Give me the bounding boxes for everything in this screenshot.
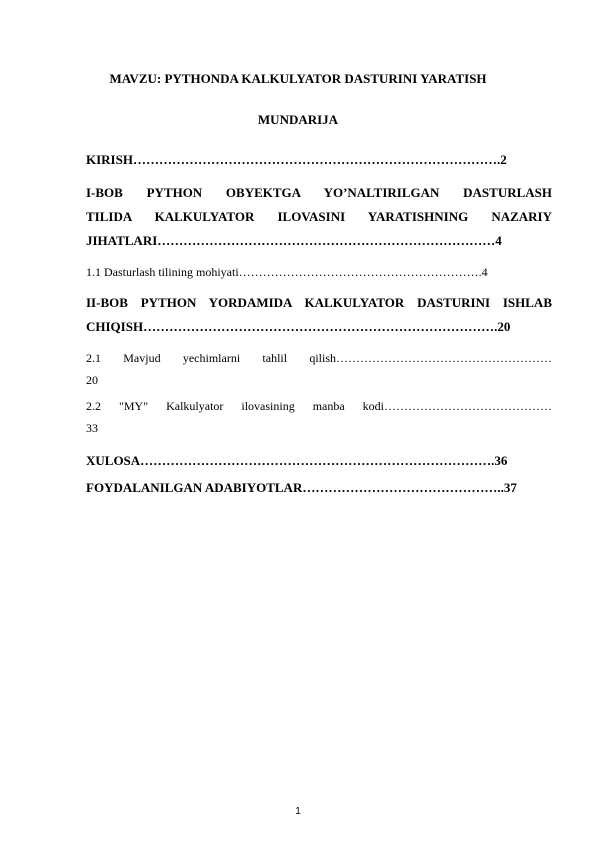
toc-entry-line: TILIDA KALKULYATOR ILOVASINI YARATISHNING NAZARIY — [86, 209, 552, 224]
toc-entry-text: XULOSA……………………………………………………………………….36 — [86, 453, 508, 468]
table-of-contents — [86, 148, 552, 500]
toc-heading: MUNDARIJA — [257, 112, 339, 127]
toc-entry-line: 2.1 Mavjud yechimlarni tahlil qilish……………………………………………… — [86, 351, 552, 365]
toc-entry-bibliography[interactable] — [86, 476, 552, 500]
toc-entry-kirish[interactable] — [86, 148, 552, 172]
toc-entry-line: I-BOB PYTHON OBYEKTGA YO’NALTIRILGAN DASTURLASH — [86, 185, 552, 200]
toc-entry-line: 20 — [86, 373, 98, 387]
toc-entry-chapter-2[interactable] — [86, 291, 552, 339]
toc-entry-xulosa[interactable] — [86, 449, 552, 473]
toc-entry-line: 33 — [86, 421, 98, 435]
toc-entry-text: 1.1 Dasturlash tilining mohiyati…………………………………………………….4 — [86, 265, 488, 279]
toc-entry-chapter-1[interactable] — [86, 181, 552, 253]
document-title: MAVZU: PYTHONDA KALKULYATOR DASTURINI YARATISH — [109, 71, 487, 86]
toc-entry-section-1-1[interactable] — [86, 261, 552, 283]
toc-entry-line: 2.2 "MY" Kalkulyator ilovasining manba kodi…………………………………… — [86, 399, 552, 413]
page-number: 1 — [295, 806, 301, 817]
toc-entry-line: JIHATLARI……………………………………………………………………4 — [86, 233, 502, 248]
toc-entry-section-2-2[interactable] — [86, 395, 552, 439]
toc-entry-line: II-BOB PYTHON YORDAMIDA KALKULYATOR DASTURINI ISHLAB — [86, 295, 552, 310]
toc-entry-text: KIRISH………………………………………………………………………….2 — [86, 152, 507, 167]
toc-entry-text: FOYDALANILGAN ADABIYOTLAR………………………………………..37 — [86, 480, 517, 495]
toc-entry-section-2-1[interactable] — [86, 347, 552, 391]
toc-entry-line: CHIQISH……………………………………………………………………….20 — [86, 319, 511, 334]
